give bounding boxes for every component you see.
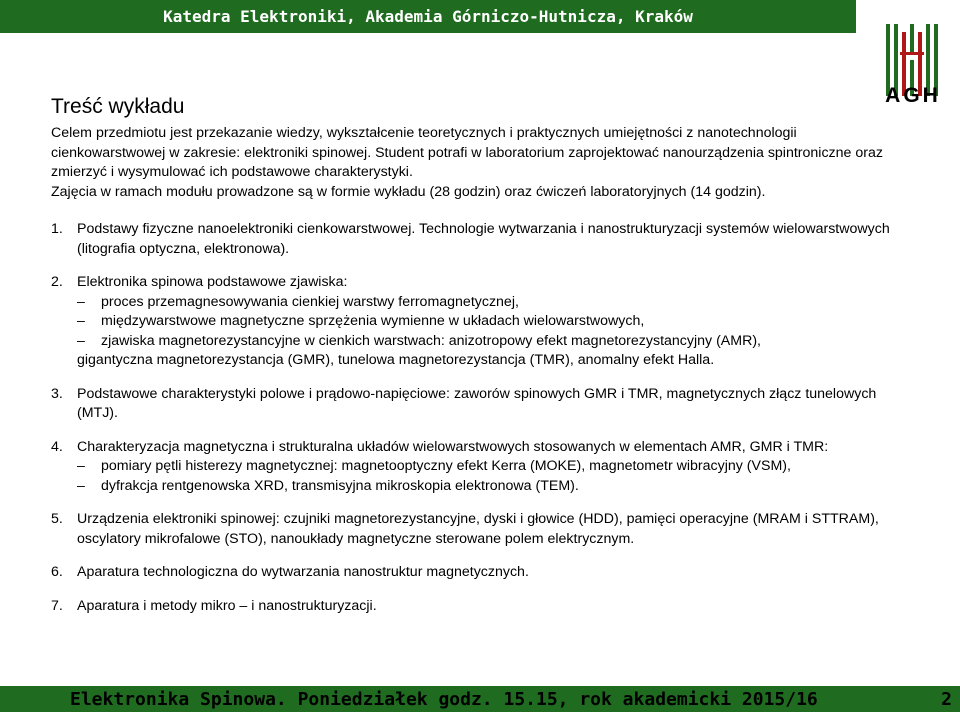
sub-item-text: proces przemagnesowywania cienkiej warstwy ferromagnetycznej,: [101, 293, 519, 310]
list-item: [51, 563, 911, 583]
sub-item: [77, 312, 911, 332]
sub-item-text: dyfrakcja rentgenowska XRD, transmisyjna mikroskopia elektronowa (TEM).: [101, 477, 579, 494]
topic-text: Podstawy fizyczne nanoelektroniki cienkowarstwowej. Technologie wytwarzania i nanostrukturyzacji systemów wielowarstwowych (litografia optyczna, elektronowa).: [77, 221, 890, 257]
topic-number: 1.: [51, 221, 63, 237]
topic-list: [51, 220, 911, 630]
topic-number: 4.: [51, 438, 63, 455]
sub-item-text: międzywarstwowe magnetyczne sprzężenia wymienne w układach wielowarstwowych,: [101, 313, 645, 329]
sub-item-continuation: gigantyczna magnetorezystancja (GMR), tunelowa magnetorezystancja (TMR), anomalny efekt Halla.: [77, 352, 715, 368]
topic-number: 2.: [51, 274, 63, 290]
list-item: [51, 510, 911, 549]
sub-item: [77, 332, 911, 352]
topic-number: 5.: [51, 511, 63, 527]
list-item: [51, 438, 911, 497]
topic-number: 6.: [51, 564, 63, 580]
topic-text: Aparatura i metody mikro – i nanostrukturyzacji.: [77, 597, 377, 614]
sub-item: [77, 457, 911, 477]
list-item: [51, 597, 911, 617]
list-item: [51, 220, 911, 259]
intro-paragraph: Celem przedmiotu jest przekazanie wiedzy, wykształcenie teoretycznych i praktycznych umiejętności z nanotechnologii cienkowarstwowej w zakresie: elektroniki spinowej. Student potrafi w laboratorium zaprojektować nanourządzenia spintroniczne oraz zmierzyć i wysymulować ich podstawowe charakterystyki.: [51, 125, 883, 180]
topic-text: Podstawowe charakterystyki polowe i prądowo-napięciowe: zaworów spinowych GMR i TMR, magnetycznych złącz tunelowych (MTJ).: [77, 385, 877, 421]
topic-text: Urządzenia elektroniki spinowej: czujniki magnetorezystancyjne, dyski i głowice (HDD), pamięci operacyjne (MRAM i STTRAM), oscylatory mikrofalowe (STO), nanoukłady magnetyczne sterowane polem elektrycznym.: [77, 511, 879, 547]
dash-bullet: –: [77, 293, 85, 310]
topic-number: 3.: [51, 385, 63, 402]
topic-number: 7.: [51, 597, 63, 614]
topic-text: Elektronika spinowa podstawowe zjawiska:: [77, 274, 348, 290]
dash-bullet: –: [77, 458, 85, 474]
topic-text: Charakteryzacja magnetyczna i strukturalna układów wielowarstwowych stosowanych w elementach AMR, GMR i TMR:: [77, 438, 829, 455]
page-number: 2: [941, 689, 952, 710]
dash-bullet: –: [77, 477, 85, 494]
logo-text: AGH: [885, 84, 941, 107]
footer-text: Elektronika Spinowa. Poniedziałek godz. 15.15, rok akademicki 2015/16: [70, 689, 818, 710]
list-item: [51, 273, 911, 371]
intro-paragraph: Zajęcia w ramach modułu prowadzone są w formie wykładu (28 godzin) oraz ćwiczeń laboratoryjnych (14 godzin).: [51, 183, 766, 200]
list-item: [51, 385, 911, 424]
sub-item-text: pomiary pętli histerezy magnetycznej: magnetooptyczny efekt Kerra (MOKE), magnetometr wibracyjny (VSM),: [101, 458, 791, 474]
sub-item-text: zjawiska magnetorezystancyjne w cienkich warstwach: anizotropowy efekt magnetorezystancyjny (AMR),: [101, 332, 761, 349]
header-title: Katedra Elektroniki, Akademia Górniczo-Hutnicza, Kraków: [163, 7, 693, 26]
dash-bullet: –: [77, 313, 85, 329]
intro-text: [51, 124, 911, 202]
dash-bullet: –: [77, 332, 85, 349]
sub-item: [77, 293, 911, 313]
topic-text: Aparatura technologiczna do wytwarzania nanostruktur magnetycznych.: [77, 564, 529, 580]
page-title: Treść wykładu: [51, 95, 185, 118]
sub-item: [77, 477, 911, 497]
